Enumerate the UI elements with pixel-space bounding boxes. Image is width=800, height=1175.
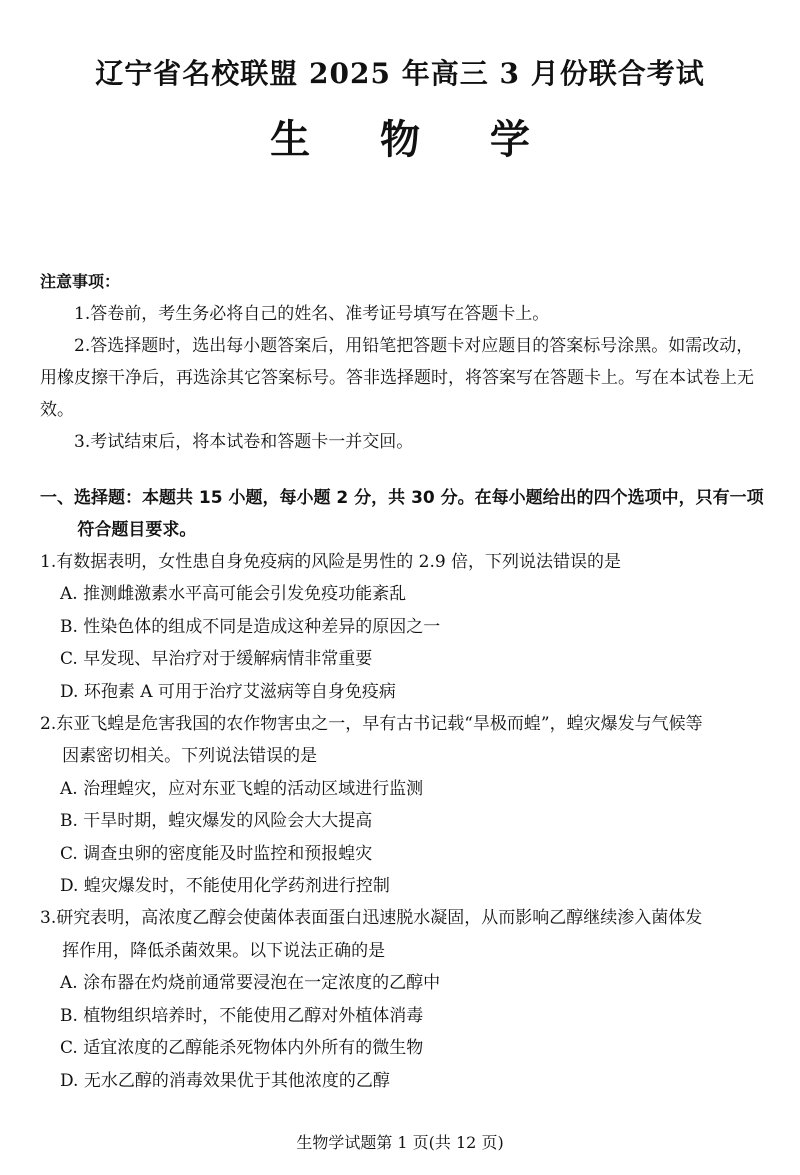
option-b: B. 干旱时期，蝗灾爆发的风险会大大提高 — [60, 811, 373, 832]
question-stem: 1.有数据表明，女性患自身免疫病的风险是男性的 2.9 倍，下列说法错误的是 — [40, 552, 622, 572]
option-c: C. 适宜浓度的乙醇能杀死物体内外所有的微生物 — [60, 1038, 424, 1059]
question-2 — [40, 708, 770, 902]
question-list — [40, 546, 770, 1097]
exam-title: 辽宁省名校联盟 2025 年高三 3 月份联合考试 — [95, 57, 705, 90]
question-stem: 2.东亚飞蝗是危害我国的农作物害虫之一，早有古书记载“旱极而蝗”，蝗灾爆发与气候等 — [40, 714, 703, 735]
page-footer: 生物学试题第 1 页(共 12 页) — [296, 1133, 504, 1152]
section-line: 符合题目要求。 — [77, 520, 197, 540]
section-heading — [40, 482, 770, 546]
question-stem: 3.研究表明，高浓度乙醇会使菌体表面蛋白迅速脱水凝固，从而影响乙醇继续渗入菌体发 — [40, 908, 703, 929]
option-d: D. 环孢素 A 可用于治疗艾滋病等自身免疫病 — [60, 681, 396, 702]
notice-item: 2.答选择题时，选出每小题答案后，用铅笔把答题卡对应题目的答案标号涂黑。如需改动，用橡皮擦干净后，再选涂其它答案标号。答非选择题时，将答案写在答题卡上。写在本试卷上无效。 — [40, 336, 754, 420]
question-stem-cont: 因素密切相关。下列说法错误的是 — [62, 746, 318, 767]
question-1 — [40, 546, 770, 708]
option-b: B. 性染色体的组成不同是造成这种差异的原因之一 — [60, 616, 441, 637]
option-c: C. 调查虫卵的密度能及时监控和预报蝗灾 — [60, 843, 373, 864]
option-b: B. 植物组织培养时，不能使用乙醇对外植体消毒 — [60, 1005, 424, 1026]
notice-block — [40, 266, 770, 458]
section-line: 一、选择题：本题共 15 小题，每小题 2 分，共 30 分。在每小题给出的四个选项中，只有一项 — [40, 488, 764, 508]
option-a: A. 涂布器在灼烧前通常要浸泡在一定浓度的乙醇中 — [60, 973, 441, 994]
notice-heading: 注意事项： — [40, 272, 121, 291]
option-a: A. 推测雌激素水平高可能会引发免疫功能紊乱 — [60, 584, 407, 605]
option-d: D. 无水乙醇的消毒效果优于其他浓度的乙醇 — [60, 1070, 390, 1091]
question-3 — [40, 902, 770, 1096]
option-c: C. 早发现、早治疗对于缓解病情非常重要 — [60, 649, 373, 670]
option-a: A. 治理蝗灾，应对东亚飞蝗的活动区域进行监测 — [60, 778, 424, 799]
option-d: D. 蝗灾爆发时，不能使用化学药剂进行控制 — [60, 876, 390, 897]
notice-item: 3.考试结束后，将本试卷和答题卡一并交回。 — [74, 432, 414, 452]
question-stem-cont: 挥作用，降低杀菌效果。以下说法正确的是 — [62, 940, 386, 961]
notice-item: 1.答卷前，考生务必将自己的姓名、准考证号填写在答题卡上。 — [74, 304, 550, 324]
subject-title: 生 物 学 — [270, 117, 558, 163]
